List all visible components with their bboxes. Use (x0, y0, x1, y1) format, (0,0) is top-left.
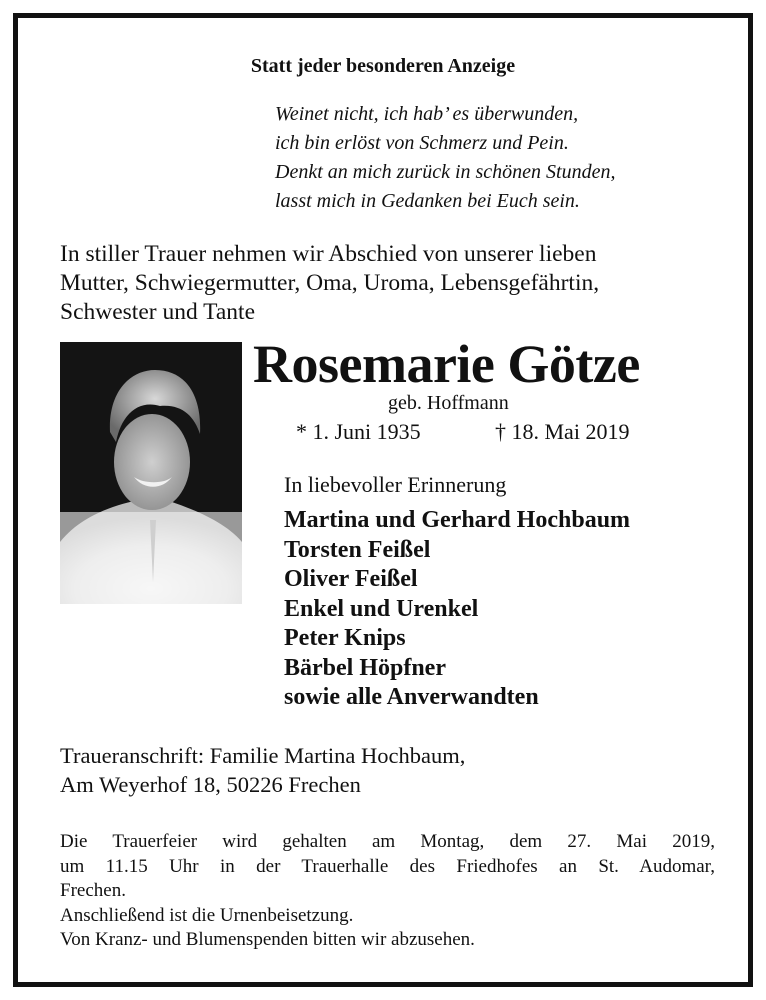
mourner: sowie alle Anverwandten (284, 684, 539, 710)
poem-line: Weinet nicht, ich hab’ es überwunden, (275, 103, 579, 125)
ceremony-line: Die Trauerfeier wird gehalten am Montag, dem 27. Mai 2019, (60, 831, 715, 852)
intro-line: Mutter, Schwiegermutter, Oma, Uroma, Lebensgefährtin, (60, 270, 600, 296)
address-line: Am Weyerhof 18, 50226 Frechen (60, 772, 361, 797)
ceremony-line: um 11.15 Uhr in der Trauerhalle des Friedhofes an St. Audomar, (60, 855, 715, 877)
ceremony-line: Frechen. (60, 880, 126, 901)
mourner: Bärbel Höpfner (284, 654, 446, 681)
header-notice: Statt jeder besonderen Anzeige (250, 55, 516, 77)
mourner: Oliver Feißel (284, 566, 418, 592)
intro-text (60, 240, 599, 327)
portrait-photo (60, 342, 242, 604)
intro-line: Schwester und Tante (60, 299, 256, 325)
ceremony-line: Von Kranz- und Blumenspenden bitten wir abzusehen. (60, 929, 475, 950)
birth-date: * 1. Juni 1935 (296, 419, 421, 444)
deceased-name: Rosemarie Götze (253, 334, 640, 394)
death-date: † 18. Mai 2019 (495, 419, 630, 444)
mourner: Enkel und Urenkel (284, 595, 479, 622)
poem-line: ich bin erlöst von Schmerz und Pein. (275, 132, 569, 154)
mourners-list (284, 506, 630, 713)
poem (275, 100, 615, 216)
mourning-address (60, 741, 465, 799)
intro-line: In stiller Trauer nehmen wir Abschied von unserer lieben (60, 241, 597, 267)
mourner: Torsten Feißel (284, 536, 431, 563)
address-line: Traueranschrift: Familie Martina Hochbaum, (60, 743, 466, 768)
poem-line: lasst mich in Gedanken bei Euch sein. (275, 190, 580, 212)
memory-line: In liebevoller Erinnerung (284, 472, 507, 497)
poem-line: Denkt an mich zurück in schönen Stunden, (275, 161, 616, 183)
maiden-name: geb. Hoffmann (388, 392, 509, 414)
ceremony-line: Anschließend ist die Urnenbeisetzung. (60, 904, 354, 926)
mourner: Martina und Gerhard Hochbaum (284, 507, 631, 533)
mourner: Peter Knips (284, 625, 406, 651)
portrait-image (60, 342, 242, 604)
ceremony-info (60, 830, 715, 953)
